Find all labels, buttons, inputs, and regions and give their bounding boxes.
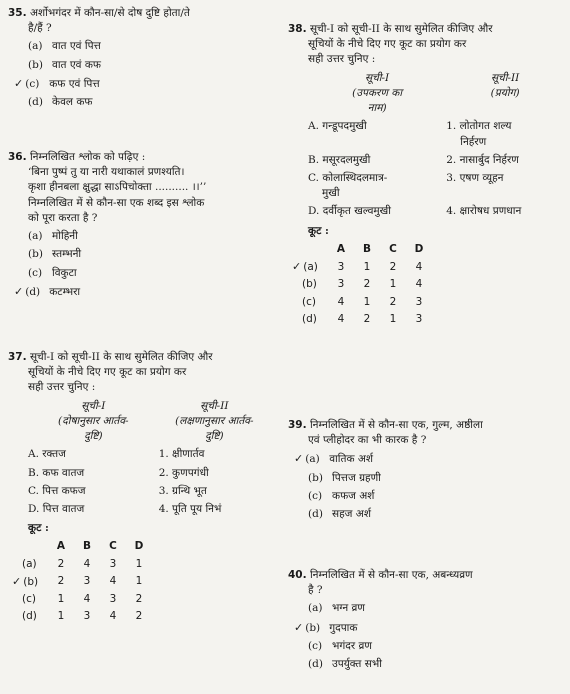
option-a[interactable]: (a) भग्न व्रण [308, 602, 365, 615]
option-d[interactable]: ✓ (d) कटम्भरा [14, 284, 81, 298]
option-b[interactable]: ✓ (b) गुदपाक [294, 620, 358, 634]
question-38: 38. सूची-I को सूची-II के साथ सुमेलित कीजिए और सूचियों के नीचे दिए गए कूट का प्रयोग कर सही उत्तर चुनिए : सूची-I (उपकरण का नाम) सूची-II (प्रयोग) A. गन्डूपदमुखी 1. लोतोगत शल्य निर्हरण B. मसूरदलमुखी 2. नासार्बुद निर्हरण C. कोलास्थिदलमात्र- मुखी 3. एषण व्यूहन D. दर्वीकृत खल्वमुखी 4. क्षारोषध प्रणधान कूट : A B C D ✓ (a) 3 1 2 4 (b) 3 2 1 4 (c) 4 1 2 3 (d) 4 2 1 3 [288, 22, 564, 328]
code-option-b[interactable]: (b) 3 2 1 4 [302, 278, 423, 291]
option-b[interactable]: (b) वात एवं कफ [28, 58, 102, 71]
code-option-a[interactable]: ✓ (a) 3 1 2 4 [292, 260, 423, 274]
option-d[interactable]: (d) केवल कफ [28, 96, 93, 109]
option-a[interactable]: ✓ (a) वातिक अर्श [294, 452, 374, 466]
code-title: कूट : [308, 224, 329, 237]
code-option-a[interactable]: (a) 2 4 3 1 [22, 557, 143, 570]
question-38-stem: 38. सूची-I को सूची-II के साथ सुमेलित कीजिए और [288, 23, 493, 35]
code-option-c[interactable]: (c) 4 1 2 3 [302, 295, 423, 308]
match-row: B. कफ वातज 2. कुणपगंधी [28, 466, 209, 479]
code-title: कूट : [28, 522, 49, 535]
match-row: D. दर्वीकृत खल्वमुखी 4. क्षारोषध प्रणधान [308, 205, 522, 218]
tick-mark-icon: ✓ [14, 76, 24, 90]
option-a[interactable]: (a) मोहिनी [28, 230, 78, 243]
tick-mark-icon: ✓ [294, 452, 304, 466]
option-d[interactable]: (d) सहज अर्श [308, 508, 371, 521]
code-option-c[interactable]: (c) 1 4 3 2 [22, 593, 143, 606]
question-37-stem: 37. सूची-I को सूची-II के साथ सुमेलित कीजिए और [8, 351, 213, 363]
question-35: 35. अर्शोभगंदर में कौन-सा/से दोष दुष्टि होता/ते है/हैं ? (a) वात एवं पित्त (b) वात एवं कफ ✓ (c) कफ एवं पित्त (d) केवल कफ [8, 6, 270, 110]
match-row: C. पित्त कफज 3. ग्रन्थि भूत [28, 484, 207, 497]
option-c[interactable]: (c) विकुटा [28, 266, 77, 279]
verse-line: ‘बिना पुष्पं तु या नारी यथाकालं प्रणश्यति। [28, 166, 185, 179]
question-36-stem: 36. निम्नलिखित श्लोक को पढ़िए : [8, 151, 146, 163]
match-row: A. रक्तज 1. क्षीणार्तव [28, 448, 205, 461]
match-table: सूची-I (उपकरण का नाम) सूची-II (प्रयोग) A. गन्डूपदमुखी 1. लोतोगत शल्य निर्हरण B. मसूरदलमुखी 2. नासार्बुद निर्हरण C. कोलास्थिदलमात्र- मुखी 3. एषण व्यूहन D. दर्वीकृत खल्वमुखी 4. क्षारोषध प्रणधान [288, 71, 564, 220]
option-b[interactable]: (b) पित्तज ग्रहणी [308, 471, 381, 484]
match-row: B. मसूरदलमुखी 2. नासार्बुद निर्हरण [308, 153, 519, 166]
match-table: सूची-I (दोषानुसार आर्तव- दुष्टि) सूची-II (लक्षणानुसार आर्तव- दुष्टि) A. रक्तज 1. क्षीणार्तव B. कफ वातज 2. कुणपगंधी C. पित्त कफज 3. ग्रन्थि भूत D. पित्त वातज 4. पूति पूय निभं [8, 399, 270, 518]
option-c[interactable]: (c) भगंदर व्रण [308, 639, 372, 652]
question-39: 39. निम्नलिखित में से कौन-सा एक, गुल्म, अष्ठीला एवं प्लीहोदर का भी कारक है ? ✓ (a) वातिक अर्श (b) पित्तज ग्रहणी (c) कफज अर्श (d) सहज अर्श [288, 418, 564, 522]
option-c[interactable]: (c) कफज अर्श [308, 489, 375, 502]
question-40-stem: 40. निम्नलिखित में से कौन-सा एक, अबन्ध्यव्रण [288, 569, 473, 581]
question-40: 40. निम्नलिखित में से कौन-सा एक, अबन्ध्यव्रण है ? (a) भग्न व्रण ✓ (b) गुदपाक (c) भगंदर व्रण (d) उपर्युक्त सभी [288, 568, 564, 672]
tick-mark-icon: ✓ [294, 620, 304, 634]
code-table: A B C D ✓ (a) 3 1 2 4 (b) 3 2 1 4 (c) 4 1 2 3 (d) 4 2 1 3 [302, 241, 432, 328]
code-table: A B C D (a) 2 4 3 1 ✓ (b) 2 3 4 1 (c) 1 4 3 2 (d) 1 3 4 2 [22, 538, 152, 625]
match-row: D. पित्त वातज 4. पूति पूय निभं [28, 502, 222, 515]
question-35-stem: 35. अर्शोभगंदर में कौन-सा/से दोष दुष्टि होता/ते [8, 7, 190, 19]
verse-line: कृशा हीनबला क्षुद्धा साऽपिचोक्ता .......... ।।’’ [28, 181, 207, 194]
question-number: 35. [8, 7, 27, 19]
option-d[interactable]: (d) उपर्युक्त सभी [308, 658, 382, 671]
match-row: C. कोलास्थिदलमात्र- मुखी 3. एषण व्यूहन [308, 171, 504, 200]
question-37: 37. सूची-I को सूची-II के साथ सुमेलित कीजिए और सूचियों के नीचे दिए गए कूट का प्रयोग कर सही उत्तर चुनिए : सूची-I (दोषानुसार आर्तव- दुष्टि) सूची-II (लक्षणानुसार आर्तव- दुष्टि) A. रक्तज 1. क्षीणार्तव B. कफ वातज 2. कुणपगंधी C. पित्त कफज 3. ग्रन्थि भूत D. पित्त वातज 4. पूति पूय निभं कूट : A B C D (a) 2 4 3 1 ✓ (b) 2 3 4 1 (c) 1 4 3 2 (d) 1 3 4 2 [8, 350, 270, 626]
option-a[interactable]: (a) वात एवं पित्त [28, 40, 101, 53]
tick-mark-icon: ✓ [12, 574, 22, 588]
code-option-d[interactable]: (d) 1 3 4 2 [22, 610, 143, 623]
code-option-d[interactable]: (d) 4 2 1 3 [302, 312, 423, 325]
option-c[interactable]: ✓ (c) कफ एवं पित्त [14, 76, 100, 90]
code-option-b[interactable]: ✓ (b) 2 3 4 1 [12, 574, 143, 588]
question-36: 36. निम्नलिखित श्लोक को पढ़िए : ‘बिना पुष्पं तु या नारी यथाकालं प्रणश्यति। कृशा हीनबला क्षुद्धा साऽपिचोक्ता .......... ।।’’ निम्नलिखित में से कौन-सा एक शब्द इस श्लोक को पूरा करता है ? (a) मोहिनी (b) स्तम्भनी (c) विकुटा ✓ (d) कटम्भरा [8, 150, 270, 300]
question-39-stem: 39. निम्नलिखित में से कौन-सा एक, गुल्म, अष्ठीला [288, 419, 483, 431]
tick-mark-icon: ✓ [14, 284, 24, 298]
tick-mark-icon: ✓ [292, 260, 302, 274]
option-b[interactable]: (b) स्तम्भनी [28, 248, 82, 261]
match-row: A. गन्डूपदमुखी 1. लोतोगत शल्य निर्हरण [308, 120, 512, 148]
